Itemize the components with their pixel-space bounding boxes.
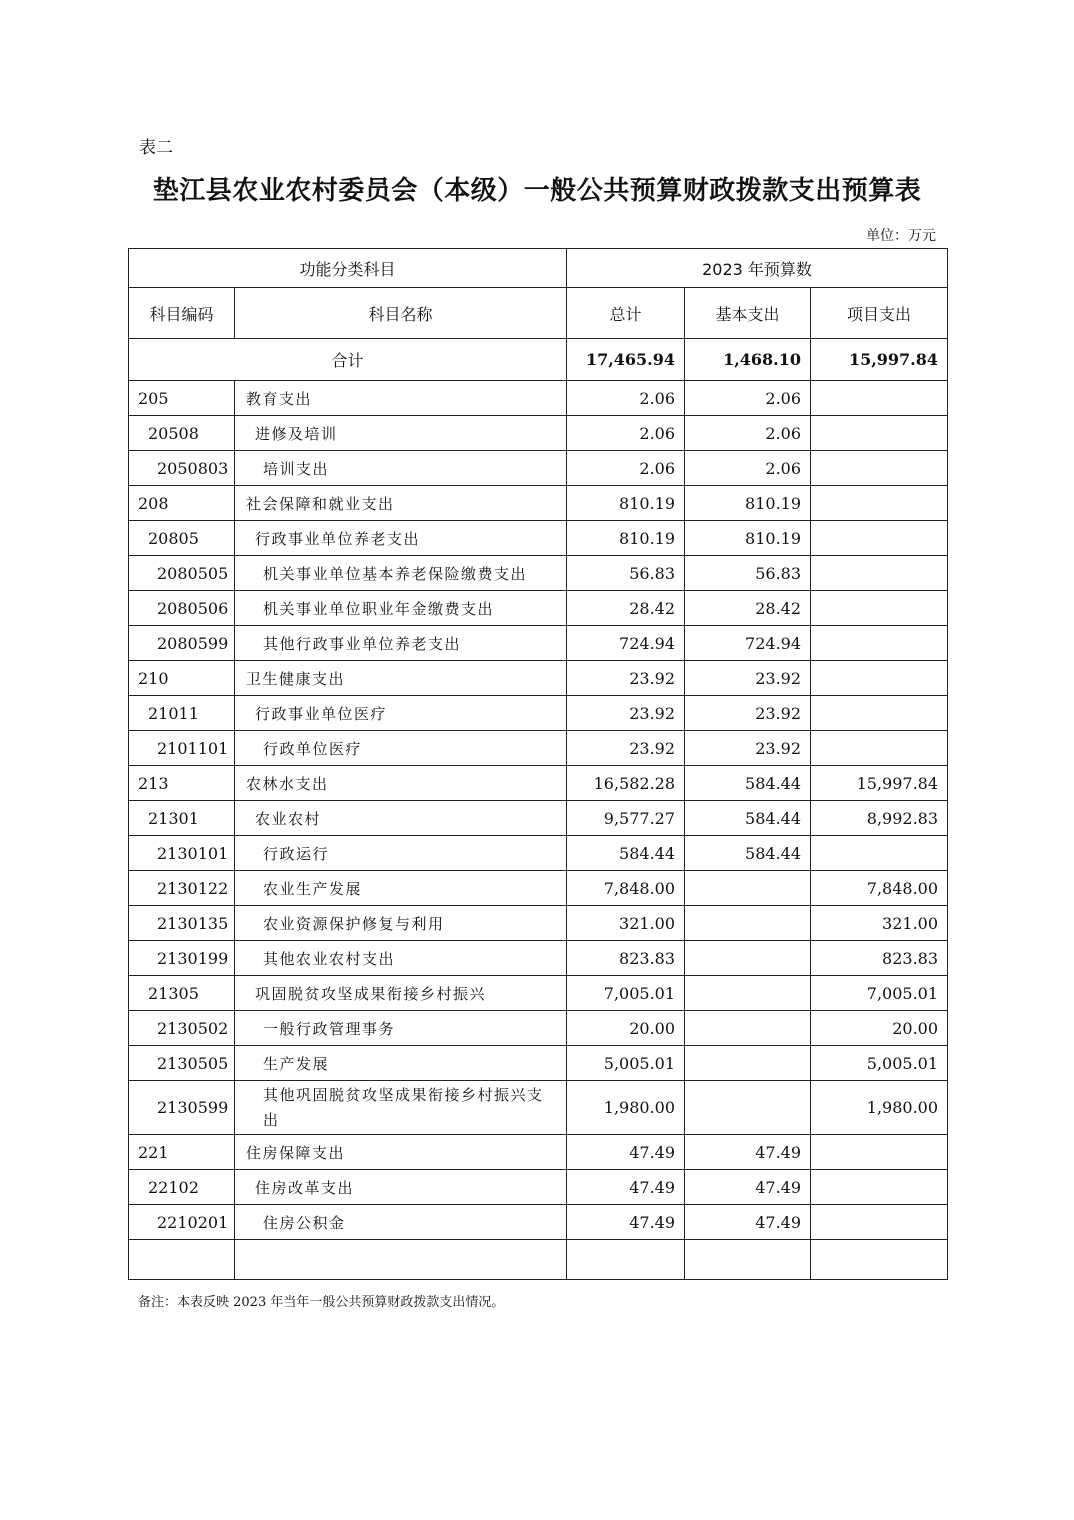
row-basic	[685, 976, 811, 1011]
row-project: 1,980.00	[811, 1081, 948, 1135]
row-code: 20805	[129, 521, 235, 556]
row-project	[811, 626, 948, 661]
table-row	[129, 941, 948, 976]
row-project	[811, 521, 948, 556]
row-name: 行政单位医疗	[235, 731, 567, 766]
row-name: 农业生产发展	[235, 871, 567, 906]
row-total: 1,980.00	[567, 1081, 685, 1135]
row-code: 2080599	[129, 626, 235, 661]
row-basic: 47.49	[685, 1170, 811, 1205]
row-basic: 23.92	[685, 661, 811, 696]
table-row	[129, 1046, 948, 1081]
row-basic	[685, 1081, 811, 1135]
table-row	[129, 696, 948, 731]
table-row	[129, 976, 948, 1011]
row-code: 2210201	[129, 1205, 235, 1240]
row-total: 16,582.28	[567, 766, 685, 801]
table-row	[129, 1205, 948, 1240]
row-code: 20508	[129, 416, 235, 451]
row-name: 行政运行	[235, 836, 567, 871]
row-basic	[685, 1011, 811, 1046]
row-total: 56.83	[567, 556, 685, 591]
row-total: 321.00	[567, 906, 685, 941]
row-basic: 56.83	[685, 556, 811, 591]
row-project: 20.00	[811, 1011, 948, 1046]
unit-label: 单位：万元	[866, 228, 936, 244]
row-code: 21301	[129, 801, 235, 836]
row-code: 2130101	[129, 836, 235, 871]
row-code: 21305	[129, 976, 235, 1011]
row-basic: 584.44	[685, 836, 811, 871]
row-name: 教育支出	[235, 381, 567, 416]
row-name: 一般行政管理事务	[235, 1011, 567, 1046]
row-total: 724.94	[567, 626, 685, 661]
row-code: 205	[129, 381, 235, 416]
row-basic: 47.49	[685, 1205, 811, 1240]
header-code: 科目编码	[129, 288, 235, 339]
row-project	[811, 591, 948, 626]
row-total: 47.49	[567, 1135, 685, 1170]
table-row	[129, 556, 948, 591]
table-row	[129, 836, 948, 871]
row-project	[811, 486, 948, 521]
table-row	[129, 766, 948, 801]
row-name: 住房改革支出	[235, 1170, 567, 1205]
row-code: 2080505	[129, 556, 235, 591]
table-row	[129, 731, 948, 766]
budget-table	[128, 248, 948, 1280]
row-name: 机关事业单位基本养老保险缴费支出	[235, 556, 567, 591]
row-total: 810.19	[567, 486, 685, 521]
table-row	[129, 906, 948, 941]
table-row	[129, 801, 948, 836]
row-basic: 724.94	[685, 626, 811, 661]
empty-row	[129, 1240, 948, 1280]
empty-cell	[685, 1240, 811, 1280]
row-total: 2.06	[567, 381, 685, 416]
row-project	[811, 836, 948, 871]
table-row	[129, 1081, 948, 1135]
row-total: 810.19	[567, 521, 685, 556]
row-total: 28.42	[567, 591, 685, 626]
table-row	[129, 871, 948, 906]
row-name: 巩固脱贫攻坚成果衔接乡村振兴	[235, 976, 567, 1011]
row-name: 机关事业单位职业年金缴费支出	[235, 591, 567, 626]
row-basic: 2.06	[685, 381, 811, 416]
header-group-row	[129, 249, 948, 288]
row-name: 其他巩固脱贫攻坚成果衔接乡村振兴支出	[235, 1081, 567, 1135]
header-basic: 基本支出	[685, 288, 811, 339]
row-basic: 584.44	[685, 766, 811, 801]
row-code: 2130502	[129, 1011, 235, 1046]
row-name: 其他行政事业单位养老支出	[235, 626, 567, 661]
row-code: 2130599	[129, 1081, 235, 1135]
row-basic	[685, 941, 811, 976]
row-name: 住房保障支出	[235, 1135, 567, 1170]
row-project	[811, 416, 948, 451]
header-column-row	[129, 288, 948, 339]
row-project	[811, 451, 948, 486]
header-budget-year: 2023 年预算数	[567, 249, 948, 288]
row-basic	[685, 906, 811, 941]
total-row	[129, 339, 948, 381]
empty-cell	[235, 1240, 567, 1280]
header-project: 项目支出	[811, 288, 948, 339]
row-code: 21011	[129, 696, 235, 731]
footnote: 备注：本表反映 2023 年当年一般公共预算财政拨款支出情况。	[138, 1295, 505, 1310]
row-project	[811, 661, 948, 696]
table-row	[129, 416, 948, 451]
row-name: 农业农村	[235, 801, 567, 836]
empty-cell	[567, 1240, 685, 1280]
row-project: 8,992.83	[811, 801, 948, 836]
row-basic: 28.42	[685, 591, 811, 626]
row-basic: 810.19	[685, 521, 811, 556]
row-name: 农林水支出	[235, 766, 567, 801]
row-total: 9,577.27	[567, 801, 685, 836]
row-code: 221	[129, 1135, 235, 1170]
header-total: 总计	[567, 288, 685, 339]
table-row	[129, 521, 948, 556]
table-row	[129, 626, 948, 661]
row-code: 2080506	[129, 591, 235, 626]
row-project: 7,005.01	[811, 976, 948, 1011]
row-name: 农业资源保护修复与利用	[235, 906, 567, 941]
row-name: 行政事业单位医疗	[235, 696, 567, 731]
row-total: 47.49	[567, 1170, 685, 1205]
row-name: 社会保障和就业支出	[235, 486, 567, 521]
row-name: 卫生健康支出	[235, 661, 567, 696]
page-title: 垫江县农业农村委员会（本级）一般公共预算财政拨款支出预算表	[152, 176, 922, 206]
header-name: 科目名称	[235, 288, 567, 339]
row-project: 7,848.00	[811, 871, 948, 906]
row-basic: 2.06	[685, 416, 811, 451]
table-row	[129, 661, 948, 696]
row-basic	[685, 871, 811, 906]
row-project: 15,997.84	[811, 766, 948, 801]
row-code: 2050803	[129, 451, 235, 486]
empty-cell	[811, 1240, 948, 1280]
row-project	[811, 696, 948, 731]
row-project	[811, 731, 948, 766]
total-project: 15,997.84	[811, 339, 948, 381]
table-body	[129, 381, 948, 1240]
row-code: 2130122	[129, 871, 235, 906]
table-row	[129, 1170, 948, 1205]
table-row	[129, 591, 948, 626]
row-project	[811, 1135, 948, 1170]
row-total: 20.00	[567, 1011, 685, 1046]
row-total: 584.44	[567, 836, 685, 871]
row-code: 213	[129, 766, 235, 801]
row-name: 住房公积金	[235, 1205, 567, 1240]
row-basic: 23.92	[685, 696, 811, 731]
row-total: 2.06	[567, 451, 685, 486]
row-code: 210	[129, 661, 235, 696]
row-basic: 810.19	[685, 486, 811, 521]
table-row	[129, 1135, 948, 1170]
row-name: 进修及培训	[235, 416, 567, 451]
table-row	[129, 451, 948, 486]
row-project	[811, 1170, 948, 1205]
row-total: 47.49	[567, 1205, 685, 1240]
row-basic: 47.49	[685, 1135, 811, 1170]
row-project: 5,005.01	[811, 1046, 948, 1081]
row-project: 823.83	[811, 941, 948, 976]
row-name: 其他农业农村支出	[235, 941, 567, 976]
row-name: 培训支出	[235, 451, 567, 486]
row-name: 行政事业单位养老支出	[235, 521, 567, 556]
row-total: 7,848.00	[567, 871, 685, 906]
header-function-classification: 功能分类科目	[129, 249, 567, 288]
row-code: 208	[129, 486, 235, 521]
row-code: 2101101	[129, 731, 235, 766]
row-code: 2130199	[129, 941, 235, 976]
row-total: 7,005.01	[567, 976, 685, 1011]
row-total: 23.92	[567, 731, 685, 766]
table-row	[129, 1011, 948, 1046]
row-total: 23.92	[567, 696, 685, 731]
total-basic: 1,468.10	[685, 339, 811, 381]
total-amount: 17,465.94	[567, 339, 685, 381]
row-total: 2.06	[567, 416, 685, 451]
row-code: 2130505	[129, 1046, 235, 1081]
row-name: 生产发展	[235, 1046, 567, 1081]
row-basic: 2.06	[685, 451, 811, 486]
row-project	[811, 1205, 948, 1240]
table-row	[129, 486, 948, 521]
table-row	[129, 381, 948, 416]
row-basic: 584.44	[685, 801, 811, 836]
row-project	[811, 381, 948, 416]
row-total: 23.92	[567, 661, 685, 696]
empty-cell	[129, 1240, 235, 1280]
row-basic	[685, 1046, 811, 1081]
row-code: 22102	[129, 1170, 235, 1205]
row-project: 321.00	[811, 906, 948, 941]
row-project	[811, 556, 948, 591]
row-total: 823.83	[567, 941, 685, 976]
total-label: 合计	[129, 339, 567, 381]
row-total: 5,005.01	[567, 1046, 685, 1081]
row-code: 2130135	[129, 906, 235, 941]
table-label: 表二	[139, 138, 173, 158]
row-basic: 23.92	[685, 731, 811, 766]
